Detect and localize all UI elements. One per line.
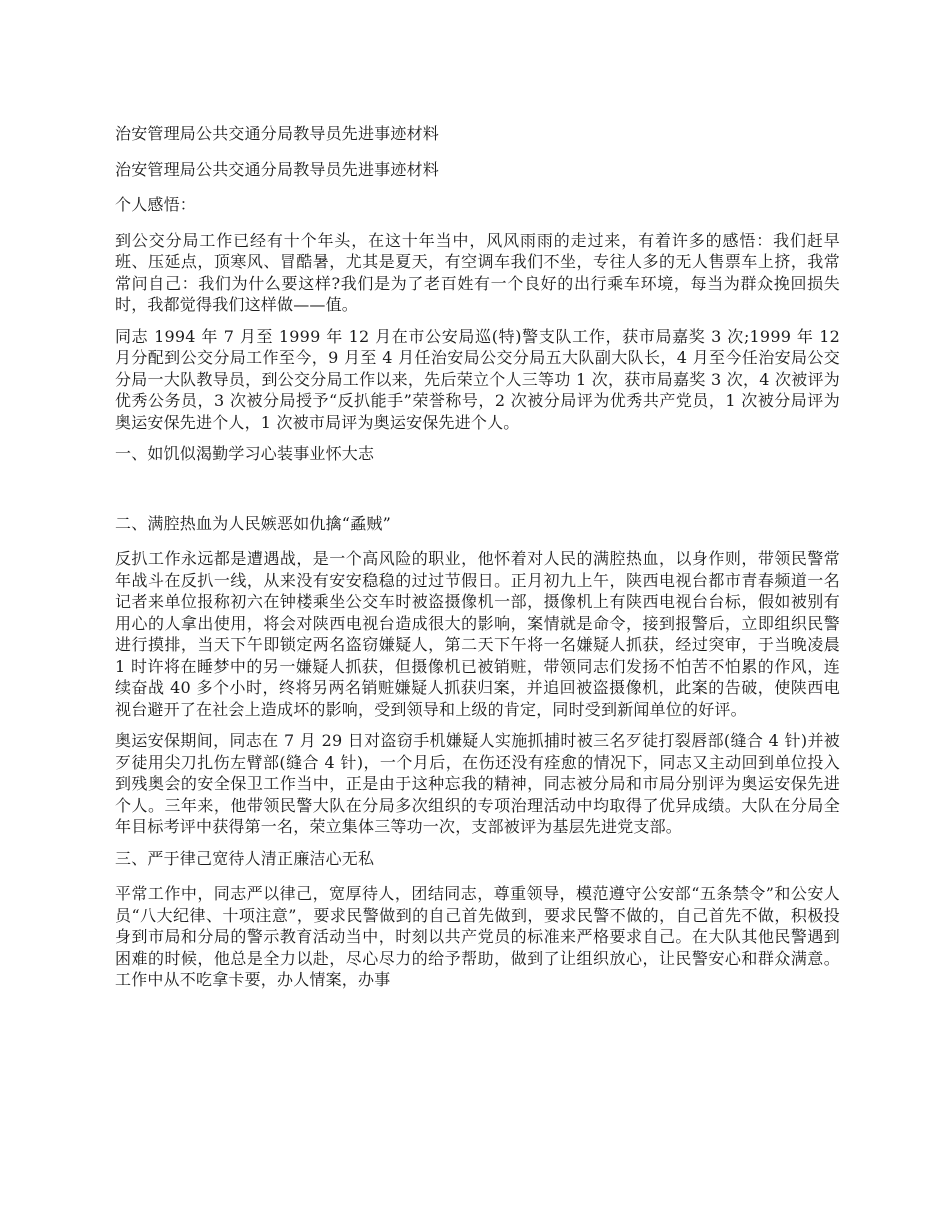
section-heading-study: 一、如饥似渴勤学习心装事业怀大志 — [115, 444, 375, 463]
discipline-paragraph: 平常工作中，同志严以律己，宽厚待人，团结同志，尊重领导，模范遵守公安部“五条禁令”和公安人员“八大纪律、十项注意”，要求民警做到的自己首先做到，要求民警不做的，自己首先不做，积极投身到市局和分局的警示教育活动当中，时刻以共产党员的标准来严格要求自己。在大队其他民警遇到困难的时候，他总是全力以赴，尽心尽力的给予帮助，做到了让组织放心，让民警安心和群众满意。工作中从不吃拿卡要，办人情案，办事 — [115, 884, 840, 989]
section-heading-antitheft: 二、满腔热血为人民嫉恶如仇擒“蟊贼” — [115, 513, 391, 533]
olympic-paragraph: 奥运安保期间，同志在 7 月 29 日对盗窃手机嫌疑人实施抓捕时被三名歹徒打裂唇部(缝合 4 针)并被歹徒用尖刀扎伤左臂部(缝合 4 针)，一个月后，在伤还没有痊愈的情况下，同志又主动回到单位投入到残奥会的安全保卫工作当中，正是由于这种忘我的精神，同志被分局和市局分别评为奥运安保先进个人。三年来，他带领民警大队在分局多次组织的专项治理活动中均取得了优异成绩。大队在分局全年目标考评中获得第一名，荣立集体三等功一次，支部被评为基层先进党支部。 — [115, 731, 840, 836]
document-page — [115, 123, 840, 1001]
antitheft-paragraph: 反扒工作永远都是遭遇战，是一个高风险的职业，他怀着对人民的满腔热血，以身作则，带领民警常年战斗在反扒一线，从来没有安安稳稳的过过节假日。正月初九上午，陕西电视台都市青春频道一名记者来单位报称初六在钟楼乘坐公交车时被盗摄像机一部，摄像机上有陕西电视台台标，假如被别有用心的人拿出使用，将会对陕西电视台造成很大的影响，案情就是命令，接到报警后，立即组织民警进行摸排，当天下午即锁定两名盗窃嫌疑人，第二天下午将一名嫌疑人抓获，经过突审，于当晚凌晨 1 时许将在睡梦中的另一嫌疑人抓获，但摄像机已被销赃，带领同志们发扬不怕苦不怕累的作风，连续奋战 40 多个小时，终将另两名销赃嫌疑人抓获归案，并追回被盗摄像机，此案的告破，使陕西电视台避开了在社会上造成坏的影响，受到领导和上级的肯定，同时受到新闻单位的好评。 — [115, 549, 840, 719]
document-subtitle: 治安管理局公共交通分局教导员先进事迹材料 — [115, 159, 440, 179]
blank-spacer — [115, 479, 840, 513]
personal-reflection-heading: 个人感悟： — [115, 195, 197, 214]
section-heading-discipline: 三、严于律己宽待人清正廉洁心无私 — [115, 848, 375, 868]
document-title: 治安管理局公共交通分局教导员先进事迹材料 — [115, 124, 440, 143]
resume-paragraph: 同志 1994 年 7 月至 1999 年 12 月在市公安局巡(特)警支队工作，获市局嘉奖 3 次;1999 年 12 月分配到公交分局工作至今，9 月至 4 月任治安局公交分局五大队副大队长，4 月至今任治安局公交分局一大队教导员，到公交分局工作以来，先后荣立个人三等功 1 次，获市局嘉奖 3 次，4 次被评为优秀公务员，3 次被分局授予“反扒能手”荣誉称号，2 次被分局评为优秀共产党员，1 次被分局评为奥运安保先进个人，1 次被市局评为奥运安保先进个人。 — [115, 326, 840, 432]
reflection-paragraph: 到公交分局工作已经有十个年头，在这十年当中，风风雨雨的走过来，有着许多的感悟：我们赶早班、压延点，顶寒风、冒酷暑，尤其是夏天，有空调车我们不坐，专往人多的无人售票车上挤，我常常问自己：我们为什么要这样?我们是为了老百姓有一个良好的出行乘车环境，每当为群众挽回损失时，我都觉得我们这样做——值。 — [115, 230, 840, 314]
